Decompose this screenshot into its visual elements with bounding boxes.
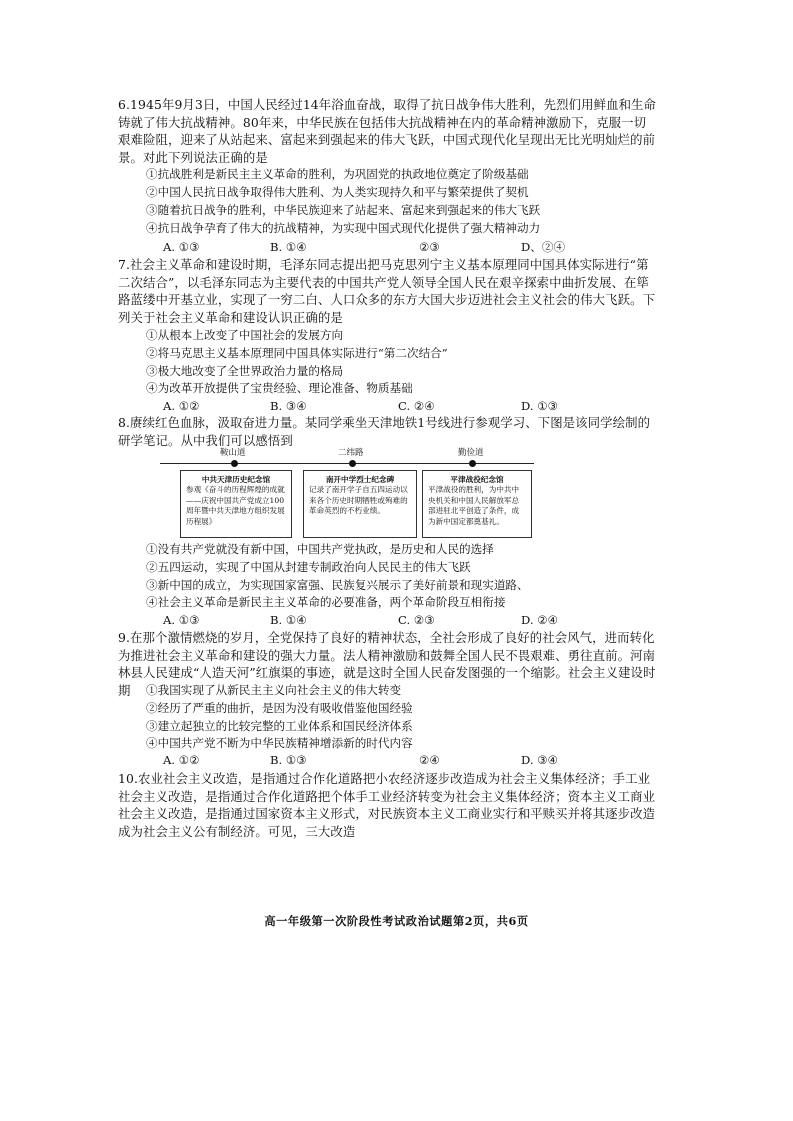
station-dot-3 bbox=[469, 460, 476, 467]
question-9-option-3: ③建立起独立的比较完整的工业体系和国民经济体系 bbox=[146, 719, 413, 733]
timeline-card-3 bbox=[422, 470, 532, 538]
question-7-option-1: ①从根本上改变了中国社会的发展方向 bbox=[146, 328, 344, 342]
question-9-option-4: ④中国共产党不断为中华民族精神增添新的时代内容 bbox=[146, 736, 413, 750]
card-title: 南开中学烈士纪念碑 bbox=[325, 475, 395, 484]
card-text: 平津战役的胜利，为中共中央机关和中国人民解放军总部进驻北平创造了条件，成为新中国定都奠基礼。 bbox=[428, 485, 520, 526]
question-6-option-4: ④抗日战争孕育了伟大的抗战精神，为实现中国式现代化提供了强大精神动力 bbox=[146, 221, 541, 235]
metro-timeline-diagram bbox=[160, 446, 540, 546]
choice-b: B. ③④ bbox=[270, 399, 307, 413]
choice-c: C. ②③ bbox=[398, 613, 435, 627]
choice-c: C. ②④ bbox=[398, 399, 435, 413]
question-8-option-2: ②五四运动，实现了中国从封建专制政治向人民民主的伟大飞跃 bbox=[146, 560, 471, 574]
card-text: 记录了南开学子自五四运动以来各个历史时期牺牲或殉难的革命英烈的不朽业绩。 bbox=[309, 485, 408, 516]
timeline-stop-2: 二纬路 bbox=[338, 448, 364, 458]
question-6-option-2: ②中国人民抗日战争取得伟大胜利、为人类实现持久和平与繁荣提供了契机 bbox=[146, 185, 529, 199]
choice-d: D. ②④ bbox=[521, 613, 559, 627]
choice-b: B. ①③ bbox=[270, 753, 307, 767]
question-7-option-2: ②将马克思主义基本原理同中国具体实际进行“第二次结合” bbox=[146, 346, 448, 360]
question-8-option-4: ④社会主义革命是新民主主义革命的必要准备，两个革命阶段互相衔接 bbox=[146, 595, 506, 609]
station-dot-1 bbox=[231, 460, 238, 467]
question-9-stem: 9.在那个激情燃烧的岁月，全党保持了良好的精神状态，全社会形成了良好的社会风气，进而转化为推进社会主义革命和建设的强大力量。法人精神激励和鼓舞全国人民不畏艰难、勇往直前。河南林县人民建成“人造天河”红旗渠的事迹，就是这时全国人民奋发图强的一个缩影。社会主义建设时期 bbox=[118, 630, 656, 698]
page-footer: 高一年级第一次阶段性考试政治试题第2页，共6页 bbox=[264, 914, 529, 928]
timeline-stop-3: 勤俭道 bbox=[458, 448, 484, 458]
question-8-choices bbox=[163, 612, 583, 629]
choice-a: A. ①② bbox=[163, 399, 200, 413]
card-title: 平津战役纪念馆 bbox=[450, 475, 504, 484]
question-7-option-4: ④为改革开放提供了宝贵经验、理论准备、物质基础 bbox=[146, 381, 413, 395]
question-9-choices bbox=[163, 752, 583, 769]
choice-b: B. ①④ bbox=[270, 240, 307, 254]
question-9-option-2: ②经历了严重的曲折，是因为没有吸收借鉴他国经验 bbox=[146, 701, 413, 715]
timeline-card-1 bbox=[180, 470, 292, 538]
choice-c: ②③ bbox=[419, 240, 440, 254]
question-6-option-1: ①抗战胜利是新民主主义革命的胜利，为巩固党的执政地位奠定了阶级基础 bbox=[146, 167, 529, 181]
question-6-stem: 6.1945年9月3日，中国人民经过14年浴血奋战，取得了抗日战争伟大胜利，先烈们用鲜血和生命铸就了伟大抗战精神。80年来，中华民族在包括伟大抗战精神在内的革命精神激励下，克服一切艰难险阻，迎来了从站起来、富起来到强起来的伟大飞跃，中国式现代化呈现出无比光明灿烂的前景。对此下列说法正确的是 bbox=[118, 97, 657, 165]
choice-a: A. ①③ bbox=[163, 240, 200, 254]
question-6-choices bbox=[163, 239, 583, 256]
choice-b: B. ①④ bbox=[270, 613, 307, 627]
metro-line bbox=[160, 463, 534, 464]
choice-a: A. ①② bbox=[163, 753, 200, 767]
choice-a: A. ①③ bbox=[163, 613, 200, 627]
choice-c: ②④ bbox=[419, 753, 440, 767]
card-title: 中共天津历史纪念馆 bbox=[201, 475, 271, 484]
question-8-stem: 8.赓续红色血脉，汲取奋进力量。某同学乘坐天津地铁1号线进行参观学习、下图是该同学绘制的研学笔记。从中我们可以感悟到 bbox=[118, 415, 651, 448]
choice-d: D、②④ bbox=[521, 240, 566, 254]
question-6-option-3: ③随着抗日战争的胜利，中华民族迎来了站起来、富起来到强起来的伟大飞跃 bbox=[146, 203, 541, 217]
question-7-choices bbox=[163, 398, 583, 415]
choice-d: D. ③④ bbox=[521, 753, 559, 767]
question-9-option-1: ①我国实现了从新民主主义向社会主义的伟大转变 bbox=[146, 683, 402, 697]
timeline-card-2 bbox=[303, 470, 417, 538]
timeline-stop-1: 鞍山道 bbox=[220, 448, 246, 458]
question-8-option-1: ①没有共产党就没有新中国，中国共产党执政，是历史和人民的选择 bbox=[146, 542, 494, 556]
question-8-option-3: ③新中国的成立，为实现国家富强、民族复兴展示了美好前景和现实道路、 bbox=[146, 578, 529, 592]
question-10-stem: 10.农业社会主义改造，是指通过合作化道路把小农经济逐步改造成为社会主义集体经济；手工业社会主义改造，是指通过合作化道路把个体手工业经济转变为社会主义集体经济；资本主义工商业社会主义改造，是指通过国家资本主义形式，对民族资本主义工商业实行和平赎买并将其逐步改造成为社会主义公有制经济。可见，三大改造 bbox=[118, 771, 656, 839]
station-dot-2 bbox=[349, 460, 356, 467]
question-7-option-3: ③极大地改变了全世界政治力量的格局 bbox=[146, 364, 344, 378]
question-7-stem: 7.社会主义革命和建设时期，毛泽东同志提出把马克思列宁主义基本原理同中国具体实际进行“第二次结合”，以毛泽东同志为主要代表的中国共产党人领导全国人民在艰辛探索中曲折发展、在筚路蓝缕中开基立业，实现了一穷二白、人口众多的东方大国大步迈进社会主义社会的伟大飞跃。下列关于社会主义革命和建设认识正确的是 bbox=[118, 257, 656, 325]
card-text: 参观《奋斗的历程辉煌的成就——庆祝中国共产党成立100周年暨中共天津地方组织发展历程展》 bbox=[186, 485, 285, 526]
choice-d: D. ①③ bbox=[521, 399, 559, 413]
